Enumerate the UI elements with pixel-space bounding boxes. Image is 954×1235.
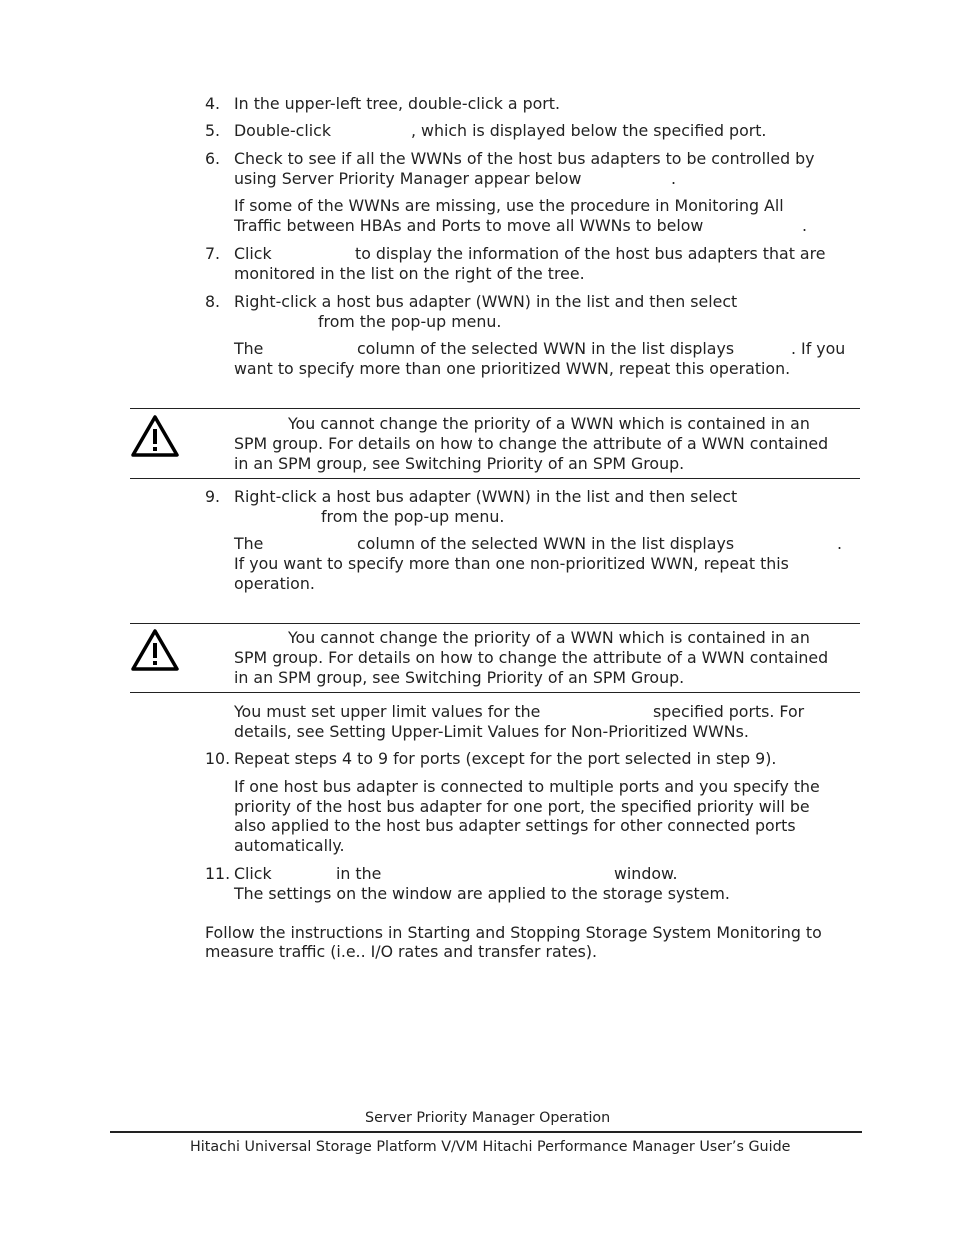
- step-6-line-2b: .: [671, 169, 677, 188]
- step-11-line-1b: in the: [336, 864, 382, 883]
- step-number: 7.: [205, 244, 221, 263]
- step-6-para-line-2b: .: [802, 216, 808, 235]
- step-7-line-1b: to display the information of the host bus adapters that are: [355, 244, 826, 263]
- step-9-note-1b: specified ports. For: [653, 702, 805, 721]
- step-9-para-1c: .: [837, 534, 843, 553]
- caution-top-rule: [130, 408, 860, 409]
- step-10-para-4: automatically.: [234, 836, 345, 855]
- step-10-para-3: also applied to the host bus adapter settings for other connected ports: [234, 816, 796, 835]
- step-8-para-1b: column of the selected WWN in the list displays: [357, 339, 735, 358]
- step-8-para-1c: . If you: [791, 339, 846, 358]
- footer-rule: [110, 1131, 862, 1133]
- step-9-line-2: from the pop-up menu.: [321, 507, 505, 526]
- step-7-line-1a: Click: [234, 244, 272, 263]
- caution-1-line-1: You cannot change the priority of a WWN which is contained in an: [288, 414, 810, 433]
- step-number: 11.: [205, 864, 231, 883]
- caution-2-line-1: You cannot change the priority of a WWN which is contained in an: [288, 628, 810, 647]
- step-8-para-2: want to specify more than one prioritized WWN, repeat this operation.: [234, 359, 791, 378]
- step-10-para-2: priority of the host bus adapter for one port, the specified priority will be: [234, 797, 810, 816]
- footer-section-title: Server Priority Manager Operation: [365, 1110, 611, 1126]
- step-6-para-line-1: If some of the WWNs are missing, use the procedure in Monitoring All: [234, 196, 784, 215]
- caution-1-line-2: SPM group. For details on how to change the attribute of a WWN contained: [234, 434, 829, 453]
- step-9-note-2: details, see Setting Upper-Limit Values for Non-Prioritized WWNs.: [234, 722, 749, 741]
- step-number: 5.: [205, 121, 221, 140]
- step-9-para-3: operation.: [234, 574, 315, 593]
- step-10-para-1: If one host bus adapter is connected to multiple ports and you specify the: [234, 777, 820, 796]
- caution-top-rule: [130, 623, 860, 624]
- closing-line-1: Follow the instructions in Starting and Stopping Storage System Monitoring to: [205, 923, 822, 942]
- step-5-text-b: , which is displayed below the specified port.: [411, 121, 767, 140]
- caution-1-line-3: in an SPM group, see Switching Priority of an SPM Group.: [234, 454, 685, 473]
- step-9-note-1a: You must set upper limit values for the: [234, 702, 541, 721]
- step-8-line-1: Right-click a host bus adapter (WWN) in the list and then select: [234, 292, 738, 311]
- step-6-para-line-2a: Traffic between HBAs and Ports to move all WWNs to below: [234, 216, 704, 235]
- footer-guide-title: Hitachi Universal Storage Platform V/VM Hitachi Performance Manager User’s Guide: [190, 1139, 791, 1155]
- step-11-line-1a: Click: [234, 864, 272, 883]
- warning-triangle-icon: [130, 413, 180, 459]
- step-6-line-1: Check to see if all the WWNs of the host bus adapters to be controlled by: [234, 149, 815, 168]
- step-number: 6.: [205, 149, 221, 168]
- step-11-line-1c: window.: [614, 864, 678, 883]
- caution-bottom-rule: [130, 692, 860, 693]
- step-number: 10.: [205, 749, 231, 768]
- step-number: 8.: [205, 292, 221, 311]
- step-6-line-2a: using Server Priority Manager appear below: [234, 169, 582, 188]
- step-11-line-2: The settings on the window are applied to the storage system.: [234, 884, 730, 903]
- step-5-text-a: Double-click: [234, 121, 331, 140]
- warning-triangle-icon: [130, 627, 180, 673]
- step-9-line-1: Right-click a host bus adapter (WWN) in the list and then select: [234, 487, 738, 506]
- caution-2-line-3: in an SPM group, see Switching Priority of an SPM Group.: [234, 668, 685, 687]
- step-9-para-1b: column of the selected WWN in the list displays: [357, 534, 735, 553]
- step-number: 4.: [205, 94, 221, 113]
- step-10-line-1: Repeat steps 4 to 9 for ports (except for the port selected in step 9).: [234, 749, 777, 768]
- step-number: 9.: [205, 487, 221, 506]
- step-4-text: In the upper-left tree, double-click a port.: [234, 94, 560, 113]
- caution-bottom-rule: [130, 478, 860, 479]
- step-8-line-2: from the pop-up menu.: [318, 312, 502, 331]
- step-9-para-2: If you want to specify more than one non-prioritized WWN, repeat this: [234, 554, 789, 573]
- step-8-para-1a: The: [234, 339, 264, 358]
- closing-line-2: measure traffic (i.e.. I/O rates and transfer rates).: [205, 942, 598, 961]
- caution-2-line-2: SPM group. For details on how to change the attribute of a WWN contained: [234, 648, 829, 667]
- step-7-line-2: monitored in the list on the right of the tree.: [234, 264, 585, 283]
- step-9-para-1a: The: [234, 534, 264, 553]
